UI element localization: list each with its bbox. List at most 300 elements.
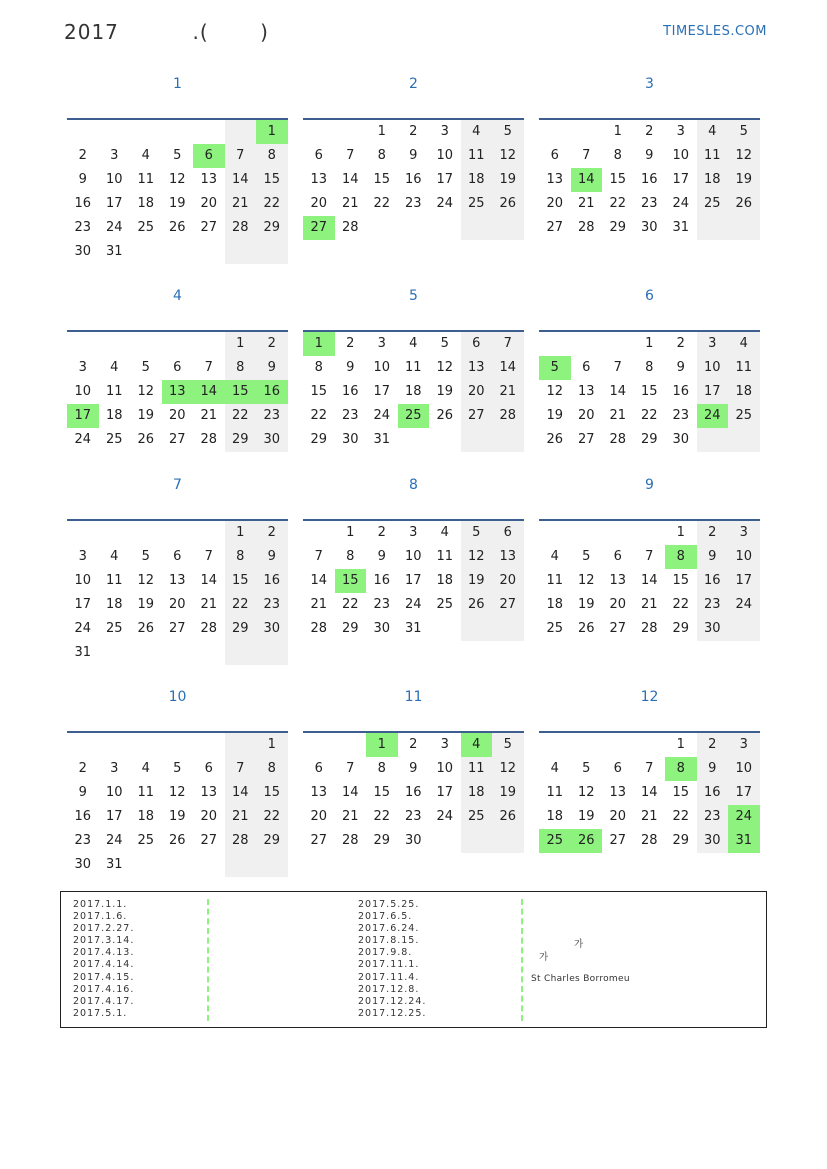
day-cell: 7: [645, 549, 654, 564]
day-cell: 20: [609, 597, 627, 612]
day-cell: 12: [577, 573, 595, 588]
day-cell: 26: [137, 432, 155, 447]
day-cell: 8: [314, 360, 323, 375]
month-1: [67, 74, 288, 259]
day-cell: 24: [373, 408, 391, 423]
day-cell: 6: [550, 148, 559, 163]
holiday-date: 2017.5.1.: [73, 1007, 128, 1019]
day-cell: 22: [263, 809, 281, 824]
day-cell: 7: [645, 761, 654, 776]
day-cell: 10: [436, 761, 454, 776]
day-cell: 28: [577, 220, 595, 235]
month-days: [303, 519, 524, 636]
day-cell: 23: [263, 597, 281, 612]
day-cell: 6: [472, 336, 481, 351]
day-cell: 25: [735, 408, 753, 423]
holiday-date: 2017.4.15.: [73, 971, 135, 983]
day-cell: 31: [105, 857, 123, 872]
month-days: [539, 519, 760, 636]
day-cell: 23: [341, 408, 359, 423]
day-cell: 26: [168, 220, 186, 235]
day-cell: 17: [74, 597, 92, 612]
day-cell: 20: [546, 196, 564, 211]
day-cell: 11: [735, 360, 753, 375]
day-cell: 10: [373, 360, 391, 375]
day-cell: 7: [236, 148, 245, 163]
month-9: [539, 475, 760, 636]
day-cell: 2: [409, 124, 418, 139]
day-cell: 15: [263, 172, 281, 187]
day-cell: 23: [74, 833, 92, 848]
day-cell: 16: [341, 384, 359, 399]
day-cell: 21: [231, 809, 249, 824]
holiday-day-cell: 15: [225, 380, 257, 404]
day-cell: 11: [546, 785, 564, 800]
day-cell: 27: [168, 432, 186, 447]
day-cell: 23: [263, 408, 281, 423]
day-cell: 3: [739, 737, 748, 752]
day-cell: 28: [609, 432, 627, 447]
day-cell: 30: [341, 432, 359, 447]
day-cell: 14: [499, 360, 517, 375]
day-cell: 24: [672, 196, 690, 211]
day-cell: 13: [609, 785, 627, 800]
day-cell: 22: [231, 597, 249, 612]
day-cell: 15: [640, 384, 658, 399]
holiday-date: 2017.4.16.: [73, 983, 135, 995]
day-cell: 11: [105, 384, 123, 399]
day-cell: 17: [436, 172, 454, 187]
day-cell: 20: [168, 597, 186, 612]
day-cell: 4: [110, 549, 119, 564]
day-cell: 4: [708, 124, 717, 139]
day-cell: 22: [672, 809, 690, 824]
day-cell: 7: [204, 360, 213, 375]
day-cell: 19: [137, 597, 155, 612]
day-cell: 16: [703, 785, 721, 800]
day-cell: 17: [735, 785, 753, 800]
day-cell: 29: [231, 432, 249, 447]
day-cell: 13: [168, 573, 186, 588]
day-cell: 12: [137, 384, 155, 399]
day-cell: 28: [200, 432, 218, 447]
day-cell: 24: [436, 809, 454, 824]
column-divider: [521, 899, 523, 1021]
holiday-date: 2017.4.17.: [73, 995, 135, 1007]
day-cell: 2: [409, 737, 418, 752]
holiday-day-cell: 6: [193, 144, 225, 168]
holiday-notes: [60, 891, 767, 1028]
day-cell: 27: [467, 408, 485, 423]
day-cell: 15: [310, 384, 328, 399]
day-cell: 25: [546, 621, 564, 636]
day-cell: 5: [582, 549, 591, 564]
day-cell: 30: [373, 621, 391, 636]
month-7: [67, 475, 288, 660]
day-cell: 22: [609, 196, 627, 211]
day-cell: 8: [377, 148, 386, 163]
day-cell: 23: [404, 196, 422, 211]
day-cell: 22: [263, 196, 281, 211]
day-cell: 30: [74, 244, 92, 259]
day-cell: 30: [263, 432, 281, 447]
day-cell: 12: [735, 148, 753, 163]
holiday-day-cell: 8: [665, 757, 697, 781]
day-cell: 12: [546, 384, 564, 399]
day-cell: 9: [78, 785, 87, 800]
day-cell: 27: [310, 833, 328, 848]
day-cell: 9: [409, 148, 418, 163]
day-cell: 31: [373, 432, 391, 447]
month-days: [67, 519, 288, 660]
day-cell: 3: [739, 525, 748, 540]
day-cell: 30: [263, 621, 281, 636]
month-name: 2: [409, 76, 418, 92]
day-cell: 27: [200, 220, 218, 235]
day-cell: 2: [645, 124, 654, 139]
day-cell: 16: [640, 172, 658, 187]
day-cell: 2: [346, 336, 355, 351]
holiday-day-cell: 25: [398, 404, 430, 428]
site-logo[interactable]: TIMESLES.COM: [663, 24, 767, 39]
day-cell: 9: [267, 549, 276, 564]
day-cell: 9: [377, 549, 386, 564]
day-cell: 10: [436, 148, 454, 163]
day-cell: 19: [577, 597, 595, 612]
day-cell: 1: [236, 336, 245, 351]
day-cell: 30: [703, 621, 721, 636]
day-cell: 18: [703, 172, 721, 187]
day-cell: 9: [409, 761, 418, 776]
holiday-day-cell: 26: [571, 829, 603, 853]
holiday-date: 2017.1.1.: [73, 899, 128, 910]
day-cell: 3: [110, 761, 119, 776]
day-cell: 15: [672, 785, 690, 800]
day-cell: 14: [200, 573, 218, 588]
day-cell: 28: [200, 621, 218, 636]
day-cell: 18: [546, 597, 564, 612]
page-title: [64, 20, 269, 44]
day-cell: 23: [672, 408, 690, 423]
day-cell: 18: [436, 573, 454, 588]
day-cell: 11: [467, 761, 485, 776]
day-cell: 29: [263, 220, 281, 235]
day-cell: 17: [105, 196, 123, 211]
day-cell: 24: [105, 833, 123, 848]
day-cell: 9: [346, 360, 355, 375]
day-cell: 8: [267, 761, 276, 776]
day-cell: 13: [200, 785, 218, 800]
day-cell: 6: [173, 360, 182, 375]
month-2: [303, 74, 524, 235]
day-cell: 21: [499, 384, 517, 399]
month-name: 7: [173, 477, 182, 493]
day-cell: 12: [499, 148, 517, 163]
day-cell: 12: [436, 360, 454, 375]
day-cell: 17: [373, 384, 391, 399]
day-cell: 10: [74, 573, 92, 588]
day-cell: 2: [377, 525, 386, 540]
day-cell: 19: [499, 172, 517, 187]
day-cell: 9: [645, 148, 654, 163]
day-cell: 6: [204, 761, 213, 776]
day-cell: 7: [503, 336, 512, 351]
day-cell: 5: [173, 761, 182, 776]
day-cell: 21: [341, 196, 359, 211]
day-cell: 6: [582, 360, 591, 375]
day-cell: 20: [310, 196, 328, 211]
day-cell: 10: [74, 384, 92, 399]
holiday-day-cell: 24: [697, 404, 729, 428]
month-days: [67, 118, 288, 259]
day-cell: 18: [546, 809, 564, 824]
note-text: St Charles Borromeu: [531, 974, 630, 984]
holiday-day-cell: 16: [256, 380, 288, 404]
day-cell: 31: [672, 220, 690, 235]
day-cell: 6: [314, 761, 323, 776]
month-6: [539, 286, 760, 447]
day-cell: 21: [577, 196, 595, 211]
day-cell: 14: [231, 785, 249, 800]
month-days: [67, 731, 288, 872]
holiday-day-cell: 24: [728, 805, 760, 829]
day-cell: 12: [499, 761, 517, 776]
holiday-date: 2017.3.14.: [73, 935, 135, 947]
day-cell: 16: [263, 573, 281, 588]
day-cell: 8: [346, 549, 355, 564]
day-cell: 25: [105, 621, 123, 636]
day-cell: 18: [105, 408, 123, 423]
month-8: [303, 475, 524, 636]
holiday-date: 2017.4.14.: [73, 959, 135, 971]
day-cell: 30: [74, 857, 92, 872]
day-cell: 26: [467, 597, 485, 612]
holiday-day-cell: 15: [335, 569, 367, 593]
day-cell: 1: [613, 124, 622, 139]
day-cell: 2: [676, 336, 685, 351]
day-cell: 4: [550, 761, 559, 776]
day-cell: 25: [436, 597, 454, 612]
month-4: [67, 286, 288, 447]
day-cell: 4: [739, 336, 748, 351]
day-cell: 9: [708, 761, 717, 776]
day-cell: 20: [200, 809, 218, 824]
day-cell: 8: [613, 148, 622, 163]
day-cell: 25: [467, 809, 485, 824]
month-days: [539, 330, 760, 447]
day-cell: 20: [609, 809, 627, 824]
day-cell: 15: [609, 172, 627, 187]
day-cell: 16: [672, 384, 690, 399]
day-cell: 6: [503, 525, 512, 540]
day-cell: 7: [346, 148, 355, 163]
day-cell: 5: [472, 525, 481, 540]
day-cell: 6: [613, 761, 622, 776]
day-cell: 5: [503, 124, 512, 139]
day-cell: 2: [708, 525, 717, 540]
day-cell: 16: [373, 573, 391, 588]
day-cell: 1: [346, 525, 355, 540]
holiday-day-cell: 8: [665, 545, 697, 569]
holiday-date: 2017.12.8.: [358, 983, 420, 995]
month-name: 1: [173, 76, 182, 92]
day-cell: 17: [672, 172, 690, 187]
day-cell: 5: [503, 737, 512, 752]
day-cell: 11: [137, 785, 155, 800]
day-cell: 14: [231, 172, 249, 187]
month-10: [67, 687, 288, 872]
holiday-day-cell: 1: [303, 332, 335, 356]
holiday-day-cell: 1: [366, 733, 398, 757]
day-cell: 18: [404, 384, 422, 399]
day-cell: 26: [499, 196, 517, 211]
day-cell: 26: [137, 621, 155, 636]
day-cell: 27: [609, 833, 627, 848]
day-cell: 3: [708, 336, 717, 351]
holiday-date: 2017.11.1.: [358, 959, 420, 971]
holiday-day-cell: 5: [539, 356, 571, 380]
day-cell: 18: [735, 384, 753, 399]
day-cell: 29: [373, 833, 391, 848]
day-cell: 5: [440, 336, 449, 351]
day-cell: 26: [577, 621, 595, 636]
day-cell: 1: [267, 737, 276, 752]
day-cell: 23: [703, 809, 721, 824]
day-cell: 21: [310, 597, 328, 612]
day-cell: 27: [499, 597, 517, 612]
day-cell: 26: [499, 809, 517, 824]
month-name: 4: [173, 288, 182, 304]
day-cell: 31: [404, 621, 422, 636]
day-cell: 4: [141, 761, 150, 776]
day-cell: 3: [377, 336, 386, 351]
day-cell: 14: [341, 785, 359, 800]
day-cell: 17: [735, 573, 753, 588]
month-name: 10: [168, 689, 187, 705]
day-cell: 13: [200, 172, 218, 187]
day-cell: 18: [105, 597, 123, 612]
day-cell: 12: [577, 785, 595, 800]
day-cell: 22: [373, 809, 391, 824]
month-name: 6: [645, 288, 654, 304]
day-cell: 13: [467, 360, 485, 375]
day-cell: 5: [141, 360, 150, 375]
day-cell: 12: [467, 549, 485, 564]
title-part-b: ): [260, 20, 269, 44]
day-cell: 28: [640, 621, 658, 636]
day-cell: 29: [672, 833, 690, 848]
month-name: 11: [404, 689, 423, 705]
day-cell: 19: [467, 573, 485, 588]
day-cell: 15: [373, 785, 391, 800]
day-cell: 12: [168, 785, 186, 800]
day-cell: 21: [640, 597, 658, 612]
day-cell: 18: [467, 785, 485, 800]
day-cell: 14: [640, 785, 658, 800]
day-cell: 24: [74, 432, 92, 447]
day-cell: 15: [672, 573, 690, 588]
day-cell: 26: [546, 432, 564, 447]
day-cell: 25: [137, 220, 155, 235]
day-cell: 25: [703, 196, 721, 211]
day-cell: 15: [263, 785, 281, 800]
day-cell: 29: [310, 432, 328, 447]
day-cell: 16: [74, 809, 92, 824]
day-cell: 13: [310, 172, 328, 187]
holiday-date: 2017.12.24.: [358, 995, 427, 1007]
day-cell: 26: [735, 196, 753, 211]
day-cell: 15: [373, 172, 391, 187]
day-cell: 5: [141, 549, 150, 564]
day-cell: 16: [404, 785, 422, 800]
day-cell: 29: [341, 621, 359, 636]
month-3: [539, 74, 760, 235]
day-cell: 24: [404, 597, 422, 612]
day-cell: 20: [467, 384, 485, 399]
day-cell: 16: [703, 573, 721, 588]
day-cell: 19: [137, 408, 155, 423]
column-divider: [207, 899, 209, 1021]
day-cell: 18: [137, 196, 155, 211]
holiday-day-cell: 1: [256, 120, 288, 144]
day-cell: 20: [577, 408, 595, 423]
day-cell: 20: [499, 573, 517, 588]
day-cell: 23: [404, 809, 422, 824]
notes-column-2: [358, 899, 426, 1020]
day-cell: 3: [440, 737, 449, 752]
day-cell: 28: [341, 833, 359, 848]
month-days: [303, 118, 524, 235]
day-cell: 16: [74, 196, 92, 211]
day-cell: 10: [703, 360, 721, 375]
holiday-day-cell: 31: [728, 829, 760, 853]
day-cell: 28: [310, 621, 328, 636]
day-cell: 1: [377, 124, 386, 139]
day-cell: 2: [78, 761, 87, 776]
month-11: [303, 687, 524, 848]
day-cell: 1: [645, 336, 654, 351]
day-cell: 19: [546, 408, 564, 423]
holiday-date: 2017.5.25.: [358, 899, 420, 910]
day-cell: 11: [703, 148, 721, 163]
day-cell: 2: [708, 737, 717, 752]
day-cell: 19: [168, 809, 186, 824]
day-cell: 29: [231, 621, 249, 636]
day-cell: 12: [168, 172, 186, 187]
day-cell: 13: [499, 549, 517, 564]
day-cell: 8: [236, 549, 245, 564]
month-days: [303, 330, 524, 447]
holiday-date: 2017.9.8.: [358, 947, 413, 959]
day-cell: 28: [640, 833, 658, 848]
holiday-date: 2017.4.13.: [73, 947, 135, 959]
day-cell: 29: [263, 833, 281, 848]
day-cell: 19: [577, 809, 595, 824]
day-cell: 9: [267, 360, 276, 375]
day-cell: 2: [78, 148, 87, 163]
day-cell: 6: [613, 549, 622, 564]
day-cell: 27: [200, 833, 218, 848]
day-cell: 23: [640, 196, 658, 211]
day-cell: 13: [310, 785, 328, 800]
day-cell: 21: [341, 809, 359, 824]
day-cell: 13: [577, 384, 595, 399]
day-cell: 3: [676, 124, 685, 139]
day-cell: 1: [676, 737, 685, 752]
day-cell: 6: [173, 549, 182, 564]
day-cell: 31: [74, 645, 92, 660]
month-name: 12: [640, 689, 659, 705]
